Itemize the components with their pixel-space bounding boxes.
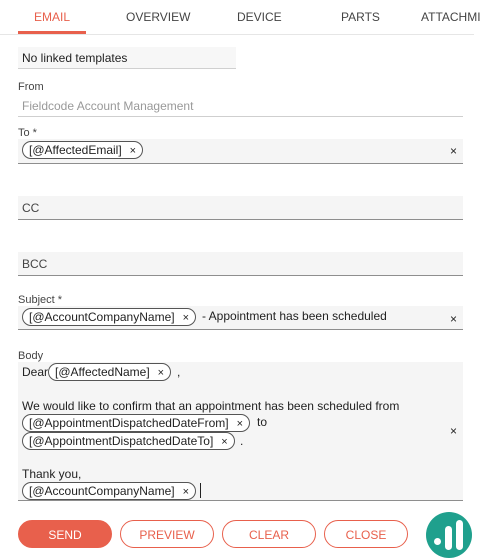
template-select-value: No linked templates [22, 51, 128, 65]
signature-chip-label: [@AccountCompanyName] [29, 484, 175, 498]
date-from-chip [22, 414, 250, 432]
affected-name-chip [48, 363, 171, 381]
date-from-chip-label: [@AppointmentDispatchedDateFrom] [29, 416, 229, 430]
clear-icon[interactable]: × [449, 144, 457, 158]
chip-remove-icon[interactable]: × [221, 436, 228, 448]
to-label: To * [18, 127, 37, 139]
body-dear: Dear [22, 365, 49, 379]
body-comma: , [177, 365, 181, 379]
bcc-label: BCC [22, 257, 48, 271]
chip-remove-icon[interactable]: × [157, 367, 165, 379]
tab-device[interactable]: DEVICE [237, 10, 282, 24]
tab-bar [0, 0, 481, 35]
chip-remove-icon[interactable]: × [236, 418, 244, 430]
from-value: Fieldcode Account Management [22, 99, 194, 113]
body-sentence: We would like to confirm that an appointment has been scheduled from [22, 399, 400, 413]
assistant-fab[interactable] [426, 512, 472, 558]
recipient-chip [22, 141, 143, 159]
cc-field[interactable] [18, 196, 463, 220]
affected-name-chip-label: [@AffectedName] [55, 365, 150, 379]
signature-chip [22, 482, 196, 500]
chip-remove-icon[interactable]: × [182, 312, 190, 324]
clear-icon[interactable]: × [449, 424, 457, 438]
chip-remove-icon[interactable]: × [129, 145, 137, 157]
date-to-chip-label: [@AppointmentDispatchedDateTo] [29, 434, 214, 448]
body-editor[interactable] [18, 362, 463, 501]
active-tab-indicator [18, 31, 86, 34]
recipient-chip-label: [@AffectedEmail] [29, 143, 122, 157]
body-to-word: to [257, 415, 268, 429]
body-label: Body [18, 350, 44, 362]
tab-attachments[interactable]: ATTACHMI [421, 10, 481, 24]
to-field[interactable] [18, 139, 463, 164]
bcc-field[interactable] [18, 252, 463, 276]
template-select[interactable] [18, 47, 236, 69]
body-period: . [240, 434, 244, 448]
cc-label: CC [22, 201, 40, 215]
from-label: From [18, 81, 44, 93]
close-button[interactable]: CLOSE [324, 520, 408, 548]
chip-remove-icon[interactable]: × [182, 486, 190, 498]
clear-button[interactable]: CLEAR [222, 520, 316, 548]
date-to-chip [22, 432, 235, 450]
send-button[interactable]: SEND [18, 520, 112, 548]
from-field [18, 94, 463, 117]
body-thanks: Thank you, [22, 467, 82, 481]
clear-icon[interactable]: × [449, 312, 457, 326]
subject-label: Subject * [18, 294, 63, 306]
subject-chip [22, 308, 196, 326]
subject-field[interactable] [18, 306, 463, 330]
tab-overview[interactable]: OVERVIEW [126, 10, 191, 24]
tab-email[interactable]: EMAIL [34, 10, 71, 24]
text-cursor [200, 483, 201, 498]
tab-parts[interactable]: PARTS [341, 10, 380, 24]
preview-button[interactable]: PREVIEW [120, 520, 214, 548]
subject-text: - Appointment has been scheduled [202, 309, 387, 323]
subject-chip-label: [@AccountCompanyName] [29, 310, 175, 324]
